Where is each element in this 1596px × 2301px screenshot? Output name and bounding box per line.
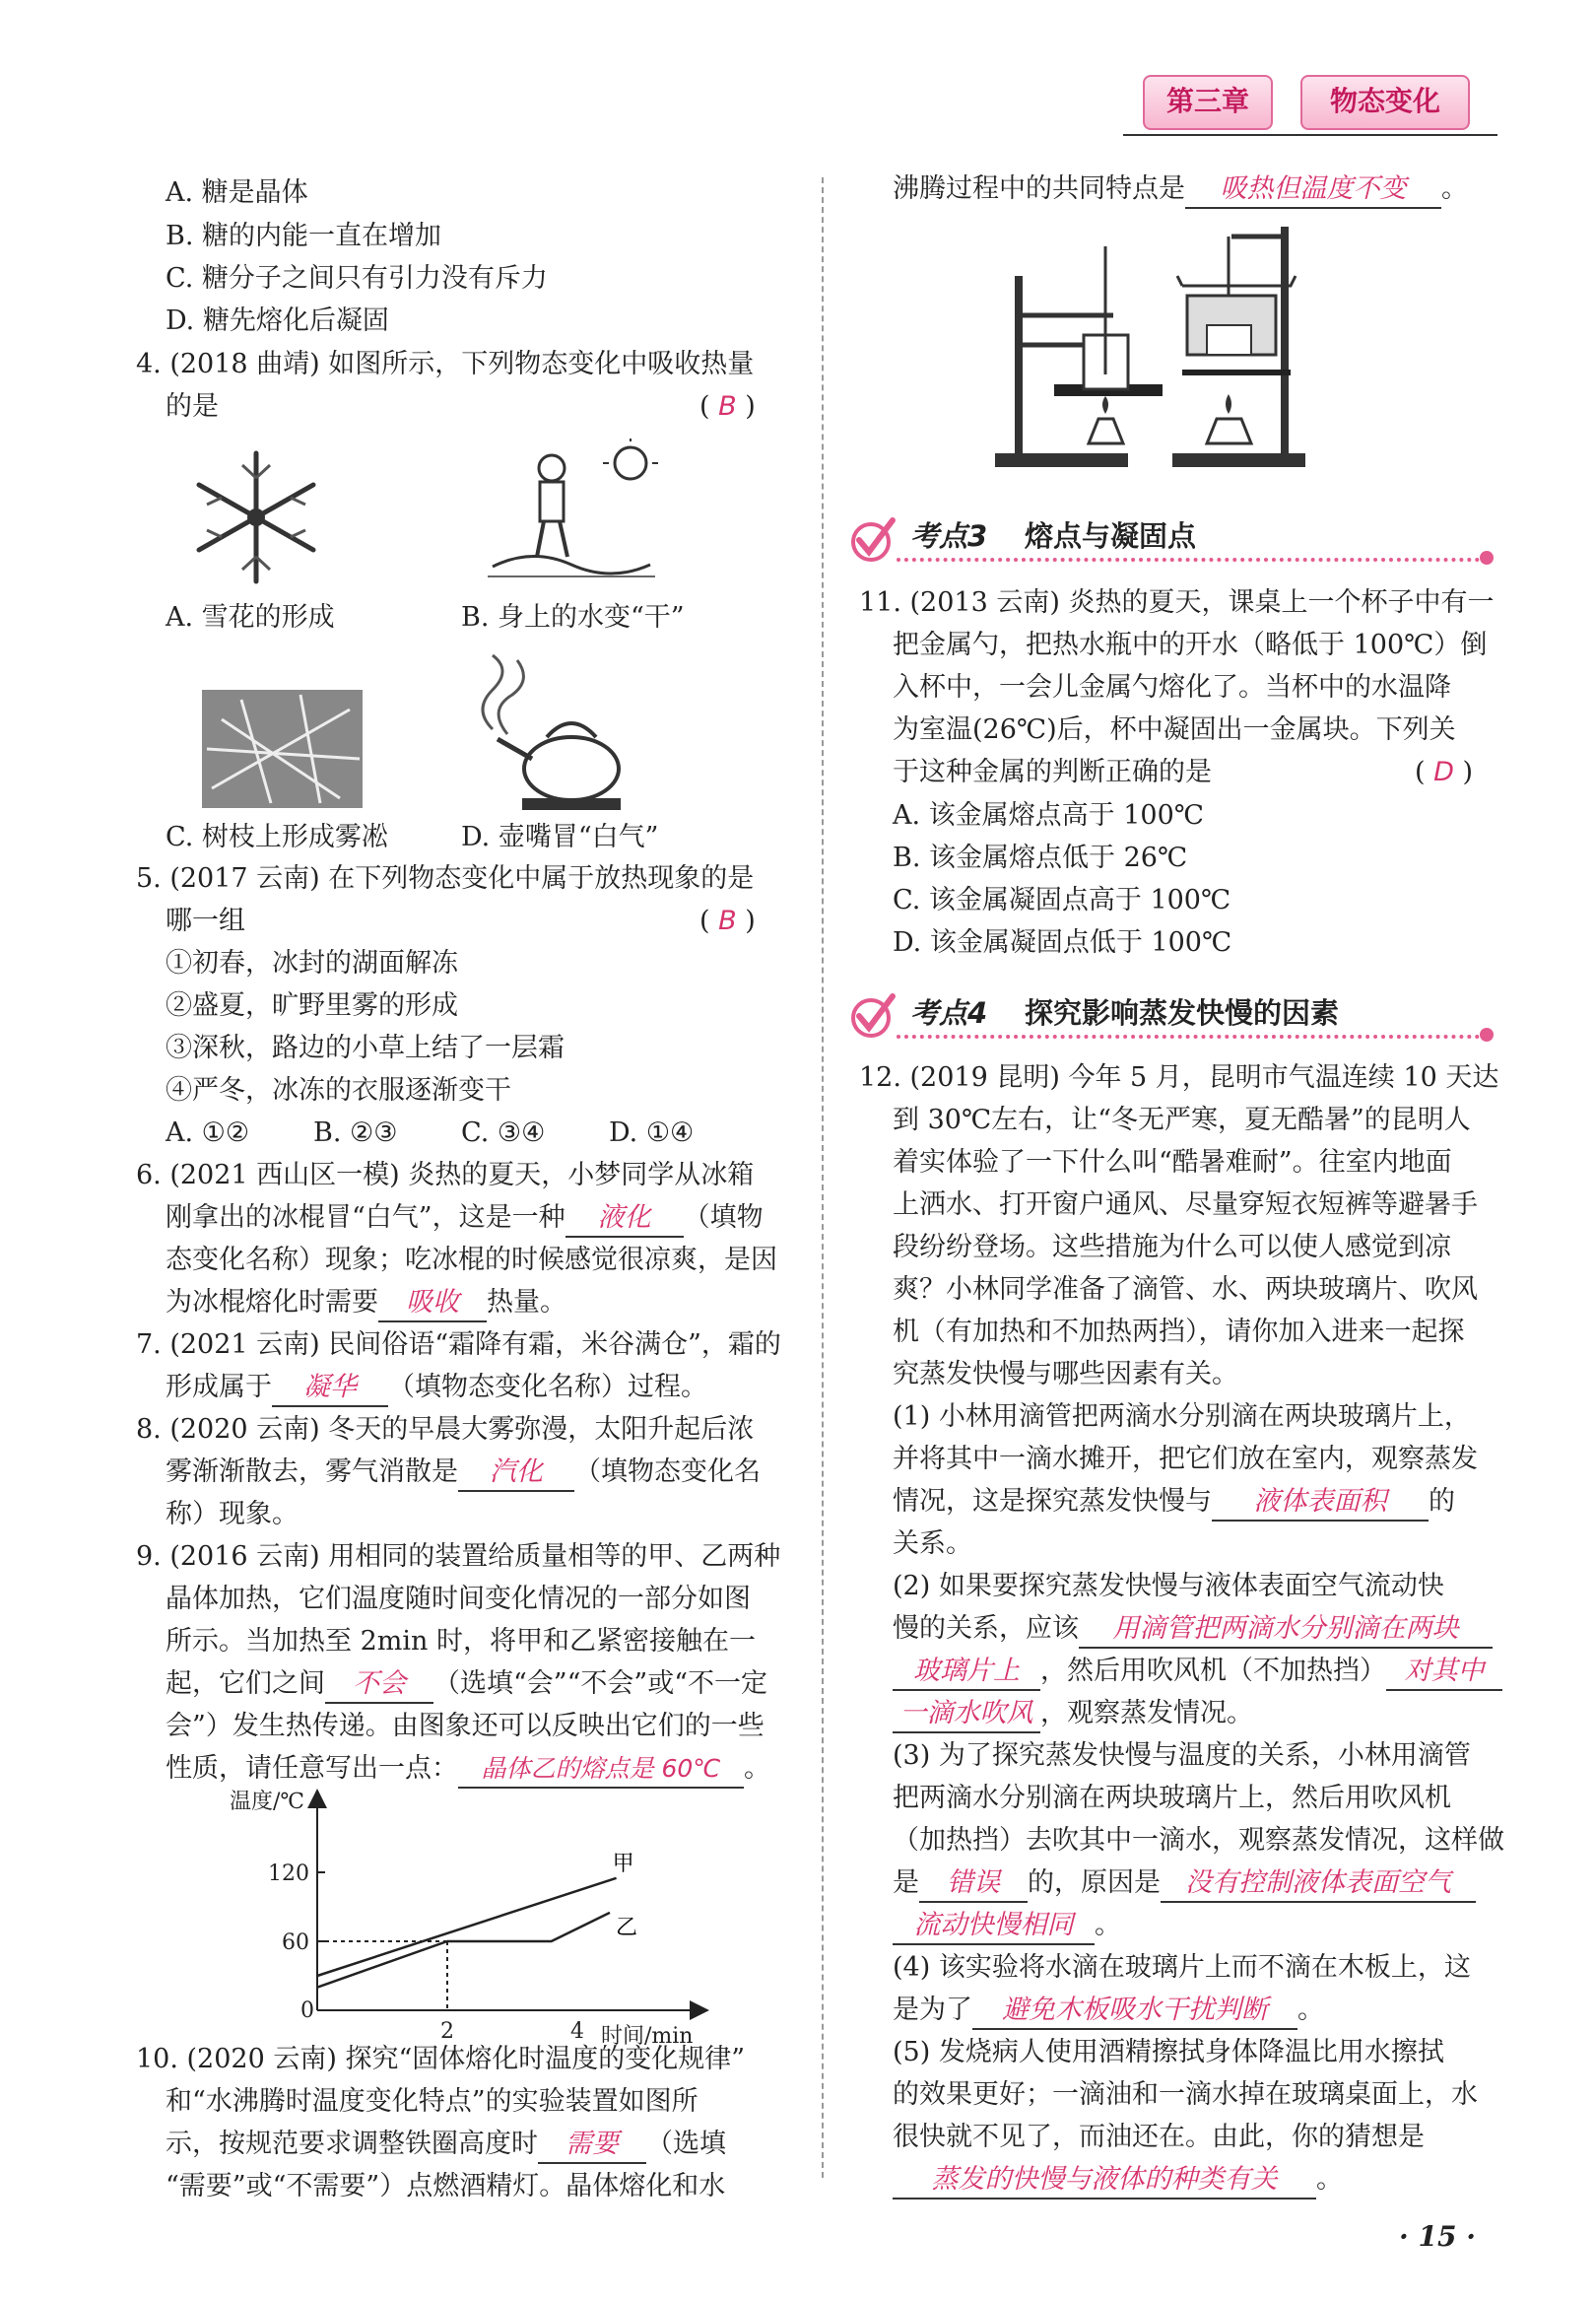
q11-option-b: B. 该金属熔点低于 26℃ xyxy=(893,843,1188,873)
q11-option-a: A. 该金属熔点高于 100℃ xyxy=(893,800,1204,831)
q4-answer: ( B ) xyxy=(699,391,756,422)
q11-line5: 于这种金属的判断正确的是 xyxy=(893,757,1212,787)
q5-answer: ( B ) xyxy=(699,906,756,936)
q12-line5: 段纷纷登场。这些措施为什么可以使人感觉到凉 xyxy=(893,1232,1451,1262)
kd4-label: 考点4 xyxy=(910,996,988,1030)
q9-line6: 性质，请任意写出一点： 晶体乙的熔点是 60℃ 。 xyxy=(166,1749,770,1789)
q12-p3-line2: 把两滴水分别滴在两块玻璃片上，然后用吹风机 xyxy=(893,1783,1451,1813)
q12-p2-line2: 慢的关系，应该 用滴管把两滴水分别滴在两块 xyxy=(893,1609,1493,1649)
kd4-divider xyxy=(897,1035,1480,1039)
series-line-yi xyxy=(317,1913,610,1988)
q12-p1-line1: (1) 小林用滴管把两滴水分别滴在两块玻璃片上， xyxy=(893,1401,1471,1432)
q4-caption-a: A. 雪花的形成 xyxy=(166,602,335,633)
q12-line8: 究蒸发快慢与哪些因素有关。 xyxy=(893,1359,1238,1389)
q5-option-b: B. ②③ xyxy=(313,1117,398,1148)
q11-line2: 把金属勺，把热水瓶中的开水（略低于 100℃）倒 xyxy=(893,630,1488,660)
q5-line1: 5. (2017 云南) 在下列物态变化中属于放热现象的是 xyxy=(136,863,755,894)
q5-item-1: ①初春，冰封的湖面解冻 xyxy=(166,948,458,979)
q11-option-d: D. 该金属凝固点低于 100℃ xyxy=(893,927,1232,958)
rime-branch-image xyxy=(202,690,363,808)
q5-item-3: ③深秋，路边的小草上结了一层霜 xyxy=(166,1033,565,1063)
q10-line2: 和“水沸腾时温度变化特点”的实验装置如图所 xyxy=(166,2086,698,2117)
q12-p5-line4: 蒸发的快慢与液体的种类有关 。 xyxy=(893,2160,1343,2199)
q11-line4: 为室温(26℃)后，杯中凝固出一金属块。下列关 xyxy=(893,714,1456,745)
temperature-time-chart xyxy=(222,1789,714,2050)
q7-line2: 形成属于 凝华 （填物态变化名称）过程。 xyxy=(166,1368,707,1407)
q10-continued: 沸腾过程中的共同特点是 吸热但温度不变 。 xyxy=(893,169,1468,209)
y-axis-label: 温度/℃ xyxy=(230,1790,305,1814)
q12-line2: 到 30℃左右，让“冬无严寒，夏无酷暑”的昆明人 xyxy=(893,1105,1471,1135)
q12-p5-line1: (5) 发烧病人使用酒精擦拭身体降温比用水擦拭 xyxy=(893,2037,1444,2067)
q6-line3: 态变化名称）现象；吃冰棍的时候感觉很凉爽，是因 xyxy=(166,1245,777,1275)
q10-line4: “需要”或“不需要”）点燃酒精灯。晶体熔化和水 xyxy=(166,2171,726,2201)
q4-caption-d: D. 壶嘴冒“白气” xyxy=(461,822,659,852)
q4-line1: 4. (2018 曲靖) 如图所示，下列物态变化中吸收热量 xyxy=(136,349,755,379)
kd3-divider-end xyxy=(1480,551,1494,565)
origin-label: 0 xyxy=(300,1998,314,2023)
q4-caption-b: B. 身上的水变“干” xyxy=(461,602,685,633)
q9-line3: 所示。当加热至 2min 时，将甲和乙紧密接触在一 xyxy=(166,1626,756,1657)
q5-item-4: ④严冬，冰冻的衣服逐渐变干 xyxy=(166,1075,511,1106)
q9-line1: 9. (2016 云南) 用相同的装置给质量相等的甲、乙两种 xyxy=(136,1541,781,1572)
q9-line4: 起，它们之间 不会 （选填“会”“不会”或“不一定 xyxy=(166,1664,767,1704)
q4-caption-c: C. 树枝上形成雾凇 xyxy=(166,822,388,852)
q12-line4: 上洒水、打开窗户通风、尽量穿短衣短裤等避暑手 xyxy=(893,1189,1478,1220)
q11-answer: ( D ) xyxy=(1415,757,1474,787)
q6-line1: 6. (2021 西山区一模) 炎热的夏天，小梦同学从冰箱 xyxy=(136,1160,755,1190)
q8-line1: 8. (2020 云南) 冬天的早晨大雾弥漫，太阳升起后浓 xyxy=(136,1414,755,1445)
q10-line1: 10. (2020 云南) 探究“固体熔化时温度的变化规律” xyxy=(136,2044,746,2074)
q5-item-2: ②盛夏，旷野里雾的形成 xyxy=(166,990,458,1021)
q8-line2: 雾渐渐散去，雾气消散是 汽化 （填物态变化名 xyxy=(166,1453,761,1492)
q12-p2-line1: (2) 如果要探究蒸发快慢与液体表面空气流动快 xyxy=(893,1571,1444,1601)
q5-option-d: D. ①④ xyxy=(609,1117,695,1148)
y-tick-120: 120 xyxy=(268,1861,309,1886)
q12-p4-line2: 是为了 避免木板吸水干扰判断 。 xyxy=(893,1991,1324,2030)
kd3-divider xyxy=(897,558,1480,562)
series-line-jia xyxy=(317,1878,617,1976)
page-number: · 15 · xyxy=(1399,2220,1476,2253)
q12-p1-line4: 关系。 xyxy=(893,1528,972,1559)
chapter-title-badge: 物态变化 xyxy=(1300,75,1470,130)
q6-line4: 为冰棍熔化时需要 吸收 热量。 xyxy=(166,1283,566,1322)
kettle-steam-image xyxy=(463,650,640,818)
x-tick-4: 4 xyxy=(570,2019,584,2044)
q5-option-a: A. ①② xyxy=(166,1117,250,1148)
q12-line1: 12. (2019 昆明) 今年 5 月，昆明市气温连续 10 天达 xyxy=(859,1062,1499,1093)
q12-line7: 机（有加热和不加热两挡），请你加入进来一起探 xyxy=(893,1317,1465,1347)
q11-line1: 11. (2013 云南) 炎热的夏天，课桌上一个杯子中有一 xyxy=(859,587,1495,618)
q12-p1-line3: 情况，这是探究蒸发快慢与 液体表面积 的 xyxy=(893,1482,1455,1522)
q9-line2: 晶体加热，它们温度随时间变化情况的一部分如图 xyxy=(166,1584,751,1614)
q3-option-c: C. 糖分子之间只有引力没有斥力 xyxy=(166,263,548,294)
q12-p4-line1: (4) 该实验将水滴在玻璃片上而不滴在木板上，这 xyxy=(893,1952,1471,1983)
q6-line2: 刚拿出的冰棍冒“白气”，这是一种 液化 （填物 xyxy=(166,1198,764,1238)
x-tick-2: 2 xyxy=(440,2019,454,2044)
checkmark-circle-icon xyxy=(847,514,898,566)
q8-line3: 称）现象。 xyxy=(166,1499,299,1529)
chapter-badge: 第三章 xyxy=(1143,75,1273,130)
q12-p3-line3: （加热挡）去吹其中一滴水，观察蒸发情况，这样做 xyxy=(893,1825,1504,1856)
kd3-label: 考点3 xyxy=(910,519,988,553)
q5-line2: 哪一组 xyxy=(166,906,245,936)
q12-p3-line4: 是 错误 的，原因是 没有控制液体表面空气 xyxy=(893,1863,1476,1903)
q3-option-a: A. 糖是晶体 xyxy=(166,177,308,208)
series-label-yi: 乙 xyxy=(616,1915,638,1940)
snowflake-image xyxy=(177,443,335,591)
q4-line2: 的是 xyxy=(166,391,219,422)
q12-p5-line2: 的效果更好；一滴油和一滴水掉在玻璃桌面上，水 xyxy=(893,2079,1478,2110)
q12-p5-line3: 很快就不见了，而油还在。由此，你的猜想是 xyxy=(893,2122,1425,2152)
q12-p1-line2: 并将其中一滴水摊开，把它们放在室内，观察蒸发 xyxy=(893,1444,1478,1474)
q12-p3-line1: (3) 为了探究蒸发快慢与温度的关系，小林用滴管 xyxy=(893,1740,1471,1771)
series-label-jia: 甲 xyxy=(612,1851,634,1876)
q5-option-c: C. ③④ xyxy=(461,1117,546,1148)
q11-option-c: C. 该金属凝固点高于 100℃ xyxy=(893,885,1231,915)
y-tick-60: 60 xyxy=(282,1930,309,1955)
q12-line6: 爽？小林同学准备了滴管、水、两块玻璃片、吹风 xyxy=(893,1274,1478,1305)
person-drying-image xyxy=(483,439,660,586)
q11-line3: 入杯中，一会儿金属勺熔化了。当杯中的水温降 xyxy=(893,672,1451,703)
lab-apparatus-image xyxy=(995,217,1429,483)
q7-line1: 7. (2021 云南) 民间俗语“霜降有霜，米谷满仓”，霜的 xyxy=(136,1329,781,1360)
kd3-title: 熔点与凝固点 xyxy=(1025,519,1197,553)
q12-p2-line4: 一滴水吹风 ，观察蒸发情况。 xyxy=(893,1694,1253,1733)
q12-p2-line3: 玻璃片上 ，然后用吹风机（不加热挡） 对其中 xyxy=(893,1652,1502,1691)
q10-line3: 示，按规范要求调整铁圈高度时 需要 （选填 xyxy=(166,2125,726,2164)
column-divider xyxy=(822,177,824,2178)
q9-line5: 会”）发生热传递。由图象还可以反映出它们的一些 xyxy=(166,1711,765,1741)
q12-line3: 着实体验了一下什么叫“酷暑难耐”。往室内地面 xyxy=(893,1147,1452,1178)
header-rule xyxy=(1123,134,1497,136)
checkmark-circle-icon xyxy=(847,990,898,1042)
q12-p3-line5: 流动快慢相同 。 xyxy=(893,1906,1121,1945)
kd4-title: 探究影响蒸发快慢的因素 xyxy=(1025,996,1340,1030)
q3-option-d: D. 糖先熔化后凝固 xyxy=(166,305,389,336)
q3-option-b: B. 糖的内能一直在增加 xyxy=(166,221,442,251)
x-axis-label: 时间/min xyxy=(601,2024,694,2049)
kd4-divider-end xyxy=(1480,1028,1494,1042)
